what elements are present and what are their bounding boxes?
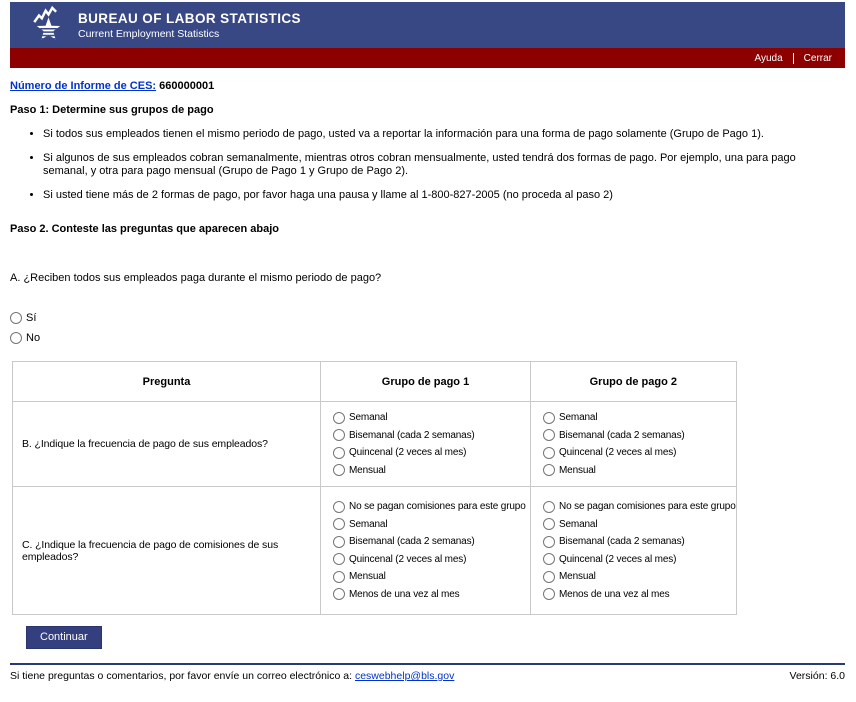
radio-c-g2-quincenal[interactable] xyxy=(543,553,555,565)
radio-label: Menos de una vez al mes xyxy=(559,588,670,600)
radio-label: Bisemanal (cada 2 semanas) xyxy=(559,429,685,441)
radio-b-g1-semanal[interactable] xyxy=(333,412,345,424)
c-g1-option-menos[interactable] xyxy=(333,586,530,604)
radio-label: Quincenal (2 veces al mes) xyxy=(349,553,467,565)
report-number-line xyxy=(10,80,845,93)
radio-label: Semanal xyxy=(559,412,598,424)
radio-label: Mensual xyxy=(349,464,386,476)
radio-c-g2-mensual[interactable] xyxy=(543,571,555,583)
masthead-subtitle: Current Employment Statistics xyxy=(78,27,220,40)
radio-b-g2-bisemanal[interactable] xyxy=(543,429,555,441)
masthead-title: BUREAU OF LABOR STATISTICS xyxy=(78,10,301,26)
radio-b-g1-mensual[interactable] xyxy=(333,464,345,476)
pay-groups-table xyxy=(12,361,737,615)
footer-note xyxy=(10,670,454,682)
radio-b-g2-semanal[interactable] xyxy=(543,412,555,424)
main-content xyxy=(10,68,845,682)
radio-c-g2-no-comisiones[interactable] xyxy=(543,501,555,513)
b-g1-option-mensual[interactable] xyxy=(333,462,530,480)
footer xyxy=(10,663,845,682)
b-g1-option-semanal[interactable] xyxy=(333,409,530,427)
b-g2-option-semanal[interactable] xyxy=(543,409,736,427)
radio-label: No se pagan comisiones para este grupo xyxy=(349,501,526,513)
step1-bullets xyxy=(10,128,845,202)
continue-button[interactable]: Continuar xyxy=(26,626,102,649)
c-g2-option-bisemanal[interactable] xyxy=(543,533,736,551)
b-g1-option-bisemanal[interactable] xyxy=(333,427,530,445)
c-g2-option-menos[interactable] xyxy=(543,586,736,604)
cerrar-link[interactable]: Cerrar xyxy=(803,52,832,64)
step1-bullet-1: • Si todos sus empleados tienen el mismo periodo de pago, usted va a reportar la información para una forma de pago solamente (Grupo de Pago 1). xyxy=(43,128,845,142)
radio-b-g1-bisemanal[interactable] xyxy=(333,429,345,441)
c-g1-option-semanal[interactable] xyxy=(333,516,530,534)
question-b-row xyxy=(13,402,737,487)
report-number-value: 660000001 xyxy=(159,80,215,92)
b-g2-option-quincenal[interactable] xyxy=(543,444,736,462)
radio-label: Bisemanal (cada 2 semanas) xyxy=(349,429,475,441)
radio-label: Quincenal (2 veces al mes) xyxy=(349,447,467,459)
radio-label: No se pagan comisiones para este grupo xyxy=(559,501,736,513)
radio-label: Semanal xyxy=(349,518,388,530)
radio-qa-si[interactable] xyxy=(10,312,22,324)
step2-heading: Paso 2. Conteste las preguntas que aparecen abajo xyxy=(10,223,279,235)
bls-star-logo-icon xyxy=(32,6,65,44)
radio-label: No xyxy=(26,332,41,344)
c-g1-option-quincenal[interactable] xyxy=(333,551,530,569)
radio-label: Quincenal (2 veces al mes) xyxy=(559,447,677,459)
nav-separator xyxy=(793,53,794,64)
radio-label: Bisemanal (cada 2 semanas) xyxy=(349,536,475,548)
radio-c-g2-semanal[interactable] xyxy=(543,518,555,530)
footer-email-link[interactable]: ceswebhelp@bls.gov xyxy=(354,670,455,682)
question-a-options xyxy=(10,308,845,348)
radio-c-g2-bisemanal[interactable] xyxy=(543,536,555,548)
step1-bullet-3: • Si usted tiene más de 2 formas de pago, por favor haga una pausa y llame al 1-800-827-2005 (no proceda al paso 2) xyxy=(43,189,845,203)
radio-label: Sí xyxy=(26,312,37,324)
header-grupo-1: Grupo de pago 1 xyxy=(321,362,531,402)
masthead-text xyxy=(78,11,301,40)
c-g1-option-bisemanal[interactable] xyxy=(333,533,530,551)
masthead xyxy=(10,2,845,48)
version-text: Versión: 6.0 xyxy=(789,670,845,682)
header-grupo-2: Grupo de pago 2 xyxy=(531,362,737,402)
radio-label: Semanal xyxy=(349,412,388,424)
radio-b-g1-quincenal[interactable] xyxy=(333,447,345,459)
c-g2-option-quincenal[interactable] xyxy=(543,551,736,569)
radio-label: Bisemanal (cada 2 semanas) xyxy=(559,536,685,548)
question-a-text: A. ¿Reciben todos sus empleados paga durante el mismo periodo de pago? xyxy=(10,272,382,284)
ayuda-link[interactable]: Ayuda xyxy=(754,52,783,64)
radio-label: Mensual xyxy=(559,464,596,476)
question-b-group1-options xyxy=(321,402,531,487)
b-g1-option-quincenal[interactable] xyxy=(333,444,530,462)
report-number-link[interactable]: Número de Informe de CES: xyxy=(10,80,157,92)
header-pregunta: Pregunta xyxy=(13,362,321,402)
c-g2-option-no-comisiones[interactable] xyxy=(543,498,736,516)
radio-label: Menos de una vez al mes xyxy=(349,588,460,600)
radio-c-g2-menos[interactable] xyxy=(543,588,555,600)
radio-label: Mensual xyxy=(559,571,596,583)
radio-label: Semanal xyxy=(559,518,598,530)
radio-b-g2-mensual[interactable] xyxy=(543,464,555,476)
radio-qa-no[interactable] xyxy=(10,332,22,344)
c-g2-option-semanal[interactable] xyxy=(543,516,736,534)
question-a-option-si[interactable] xyxy=(10,308,845,328)
footer-note-text: Si tiene preguntas o comentarios, por favor envíe un correo electrónico a: xyxy=(10,670,353,682)
radio-label: Quincenal (2 veces al mes) xyxy=(559,553,677,565)
c-g1-option-no-comisiones[interactable] xyxy=(333,498,530,516)
radio-c-g1-mensual[interactable] xyxy=(333,571,345,583)
radio-c-g1-bisemanal[interactable] xyxy=(333,536,345,548)
radio-c-g1-semanal[interactable] xyxy=(333,518,345,530)
c-g1-option-mensual[interactable] xyxy=(333,568,530,586)
question-a-option-no[interactable] xyxy=(10,328,845,348)
b-g2-option-mensual[interactable] xyxy=(543,462,736,480)
radio-b-g2-quincenal[interactable] xyxy=(543,447,555,459)
question-c-group1-options xyxy=(321,487,531,615)
radio-c-g1-quincenal[interactable] xyxy=(333,553,345,565)
question-c-row xyxy=(13,487,737,615)
radio-label: Mensual xyxy=(349,571,386,583)
step1-bullet-2: • Si algunos de sus empleados cobran semanalmente, mientras otros cobran mensualmente, usted tendrá dos formas de pago. Por ejemplo, una para pago semanal, y otra para pago mensual (Grupo de Pago 1 y Grupo de Pago 2). xyxy=(43,152,845,179)
question-b-text: B. ¿Indique la frecuencia de pago de sus empleados? xyxy=(13,402,321,487)
step1-heading: Paso 1: Determine sus grupos de pago xyxy=(10,104,214,116)
radio-c-g1-menos[interactable] xyxy=(333,588,345,600)
question-b-group2-options xyxy=(531,402,737,487)
question-c-group2-options xyxy=(531,487,737,615)
top-nav-bar xyxy=(10,48,845,68)
question-c-text: C. ¿Indique la frecuencia de pago de comisiones de sus empleados? xyxy=(13,487,321,615)
b-g2-option-bisemanal[interactable] xyxy=(543,427,736,445)
table-header-row xyxy=(13,362,737,402)
radio-c-g1-no-comisiones[interactable] xyxy=(333,501,345,513)
c-g2-option-mensual[interactable] xyxy=(543,568,736,586)
